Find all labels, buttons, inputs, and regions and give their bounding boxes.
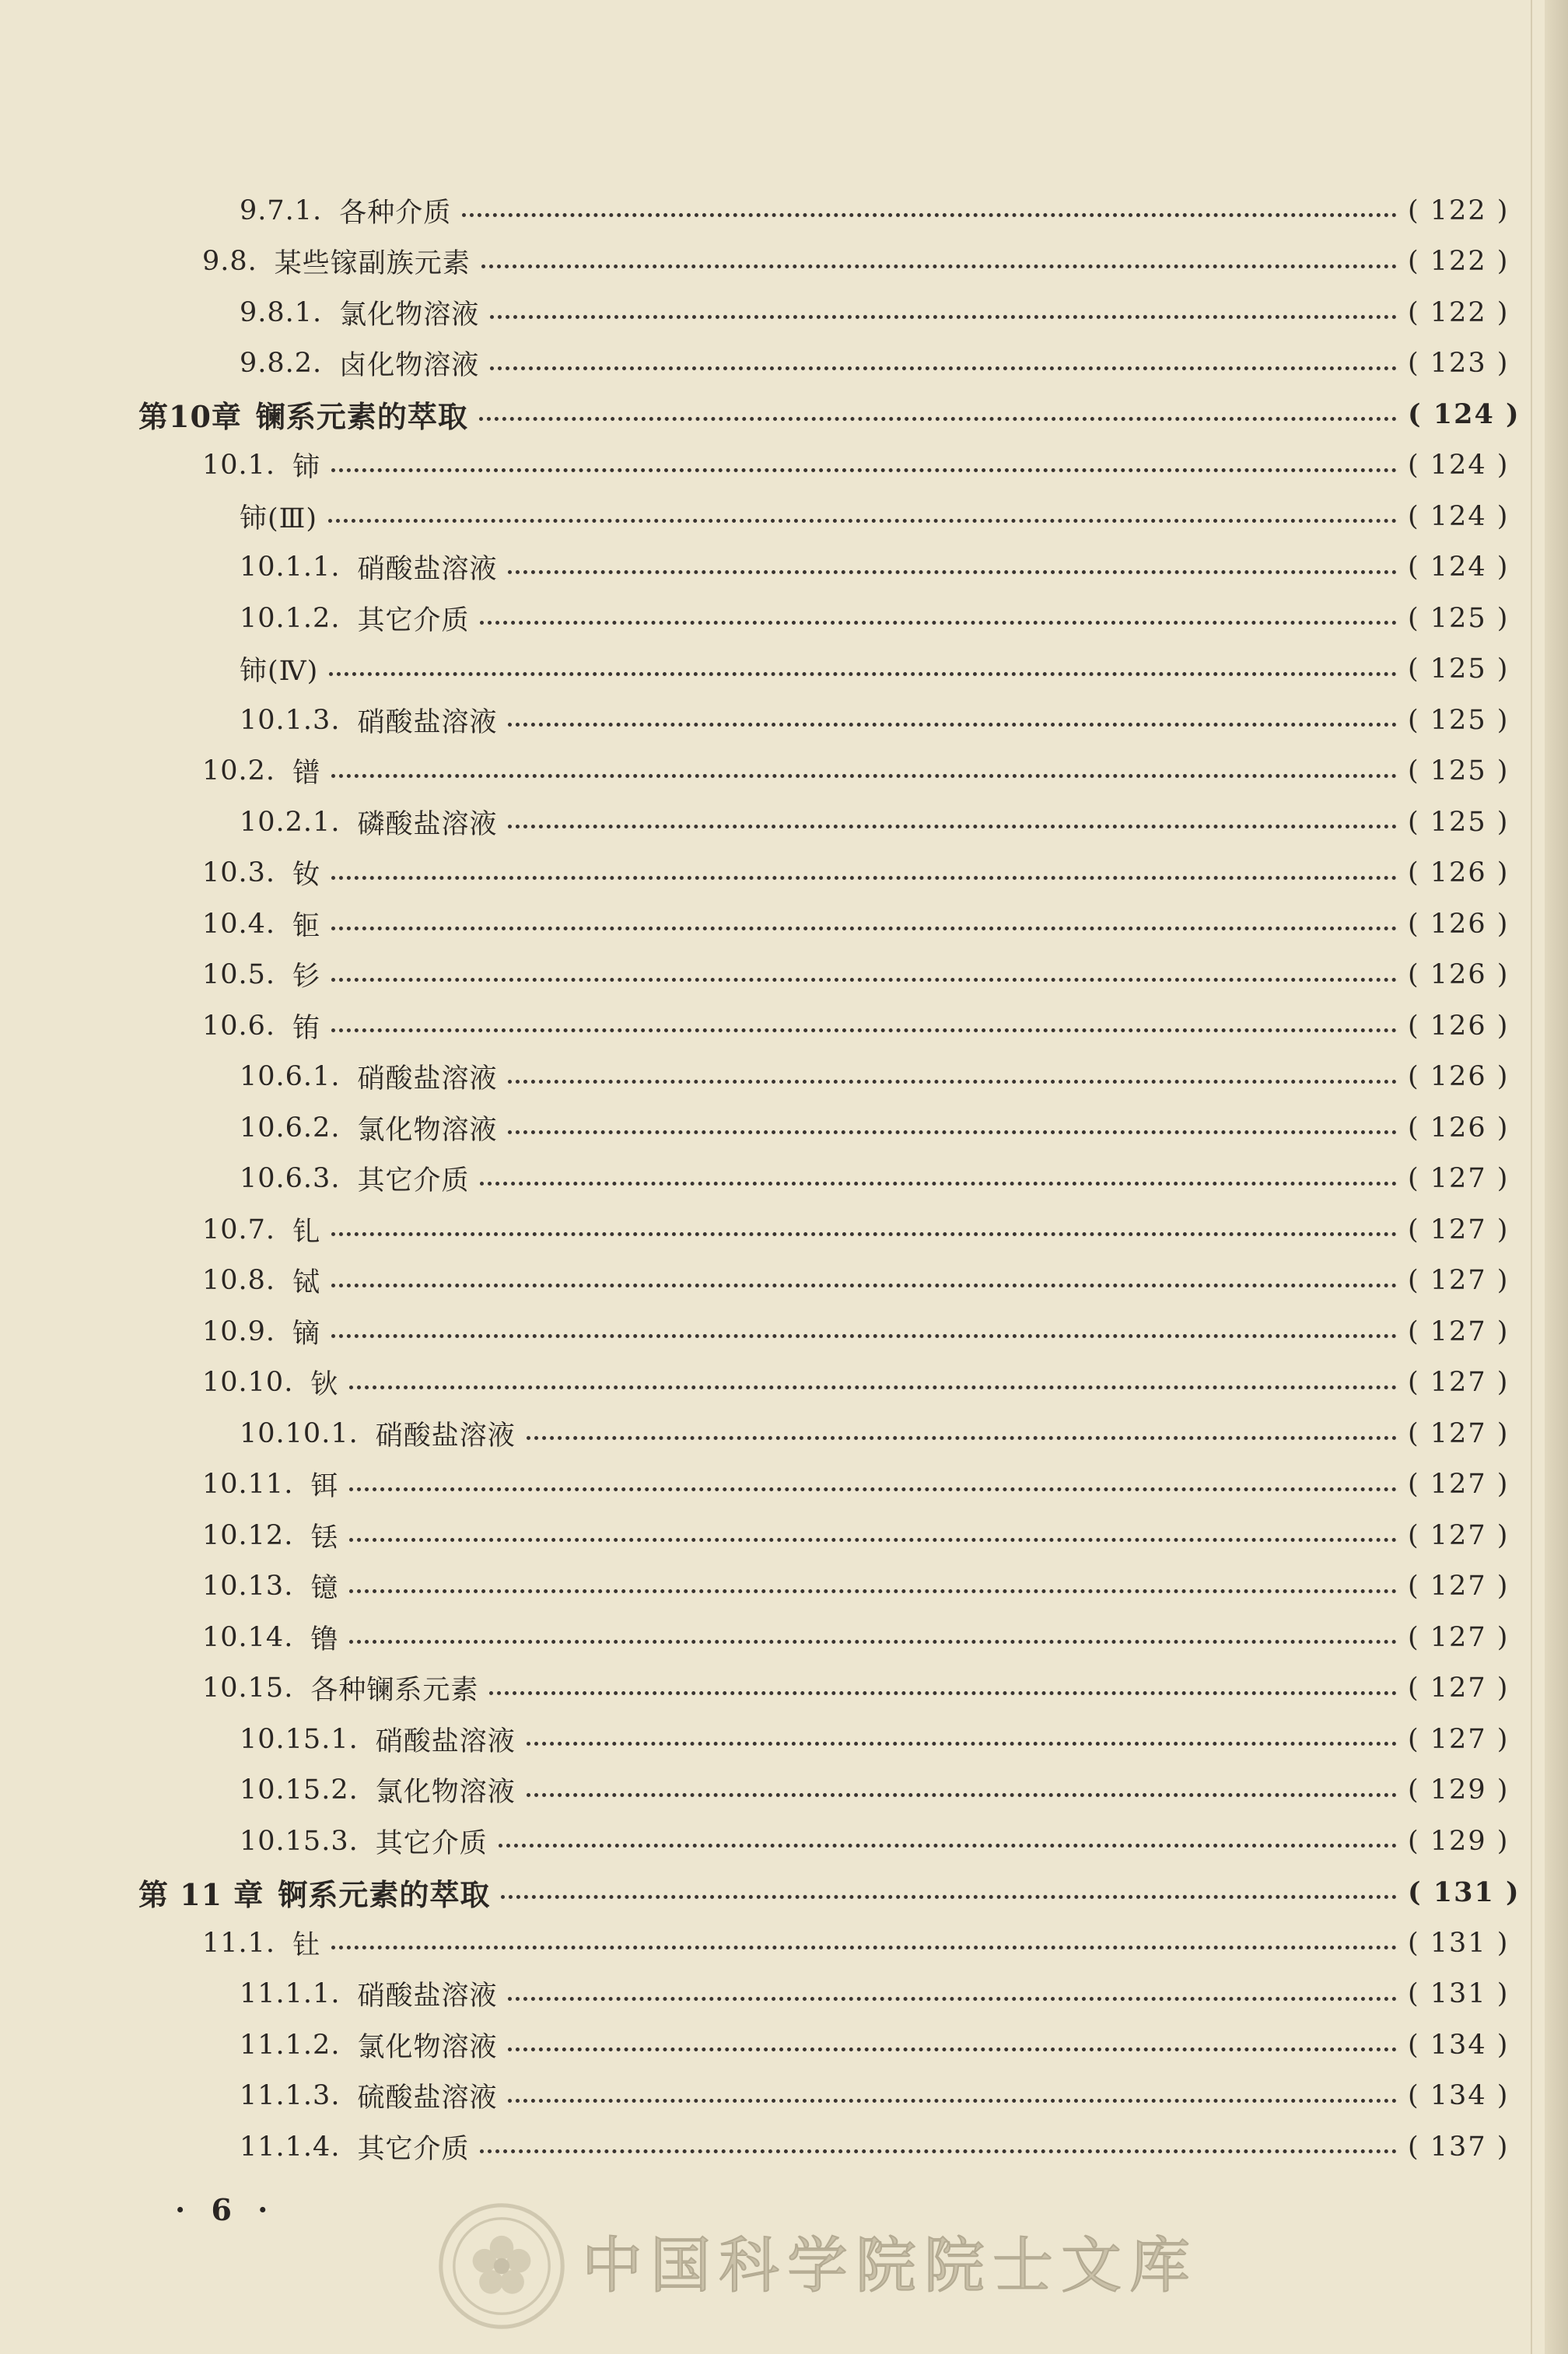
toc-entry bbox=[132, 2071, 1510, 2122]
dot-leader bbox=[527, 1793, 1397, 1797]
entry-number: 第 11 章 bbox=[138, 1876, 264, 1912]
entry-number: 10.15. bbox=[202, 1673, 294, 1704]
entry-number: 10.4. bbox=[202, 908, 276, 940]
entry-page-number: ( 122 ) bbox=[1408, 296, 1510, 328]
toc-entry bbox=[132, 491, 1510, 542]
entry-title: 各种介质 bbox=[339, 197, 452, 229]
dot-leader bbox=[331, 1334, 1397, 1338]
dot-leader bbox=[501, 1895, 1397, 1899]
dot-leader bbox=[527, 1436, 1397, 1440]
dot-leader bbox=[508, 825, 1397, 828]
watermark-library-name: 中国科学院院士文库 bbox=[582, 2231, 1199, 2301]
toc-entry bbox=[132, 1561, 1510, 1613]
dot-leader bbox=[349, 1487, 1397, 1491]
entry-page-number: ( 127 ) bbox=[1408, 1315, 1510, 1347]
toc-entry bbox=[132, 1612, 1510, 1663]
entry-number: 10.15.3. bbox=[240, 1825, 359, 1857]
dot-leader bbox=[489, 1691, 1397, 1695]
entry-page-number: ( 126 ) bbox=[1408, 959, 1510, 991]
dot-leader bbox=[349, 1538, 1397, 1542]
entry-number: 9.8.2. bbox=[240, 348, 323, 380]
dot-leader bbox=[490, 366, 1397, 370]
entry-page-number: ( 125 ) bbox=[1408, 806, 1510, 838]
dot-leader bbox=[527, 1742, 1397, 1746]
toc-entry bbox=[132, 1154, 1510, 1205]
entry-number: 10.13. bbox=[202, 1571, 294, 1603]
entry-page-number: ( 126 ) bbox=[1408, 1061, 1510, 1093]
entry-number: 11.1.3. bbox=[240, 2080, 341, 2112]
dot-leader bbox=[480, 2149, 1397, 2153]
entry-page-number: ( 137 ) bbox=[1408, 2131, 1510, 2163]
toc-entry bbox=[132, 1459, 1510, 1511]
entry-title: 铈(Ⅳ) bbox=[240, 656, 319, 688]
entry-page-number: ( 125 ) bbox=[1408, 602, 1510, 634]
dot-leader bbox=[331, 774, 1397, 778]
entry-title: 卤化物溶液 bbox=[339, 350, 480, 382]
entry-page-number: ( 127 ) bbox=[1408, 1163, 1510, 1195]
entry-title: 锕系元素的萃取 bbox=[278, 1876, 491, 1912]
entry-page-number: ( 127 ) bbox=[1408, 1571, 1510, 1603]
entry-number: 10.2.1. bbox=[240, 806, 341, 838]
chapter-entry bbox=[132, 1867, 1521, 1918]
entry-title: 钬 bbox=[310, 1369, 339, 1401]
dot-leader bbox=[331, 978, 1397, 982]
entry-page-number: ( 131 ) bbox=[1408, 1927, 1510, 1959]
entry-page-number: ( 127 ) bbox=[1408, 1621, 1510, 1653]
entry-number: 10.1.2. bbox=[240, 602, 341, 634]
entry-title: 镝 bbox=[292, 1318, 321, 1350]
dot-leader bbox=[508, 1997, 1397, 2001]
entry-number: 10.14. bbox=[202, 1621, 294, 1653]
entry-title: 硫酸盐溶液 bbox=[357, 2083, 498, 2114]
entry-page-number: ( 134 ) bbox=[1408, 2080, 1510, 2112]
entry-title: 钷 bbox=[292, 910, 321, 942]
dot-leader bbox=[329, 672, 1397, 676]
dot-leader bbox=[480, 621, 1397, 625]
entry-title: 钆 bbox=[292, 1216, 321, 1248]
entry-title: 氯化物溶液 bbox=[357, 2031, 498, 2063]
entry-title: 氯化物溶液 bbox=[357, 1114, 498, 1146]
entry-number: 10.1.1. bbox=[240, 552, 341, 583]
entry-page-number: ( 127 ) bbox=[1408, 1265, 1510, 1297]
toc-entry bbox=[132, 899, 1510, 950]
dot-leader bbox=[508, 2099, 1397, 2103]
entry-title: 其它介质 bbox=[357, 2133, 470, 2165]
entry-page-number: ( 124 ) bbox=[1408, 450, 1510, 482]
dot-leader bbox=[508, 1080, 1397, 1084]
entry-page-number: ( 127 ) bbox=[1408, 1417, 1510, 1449]
entry-page-number: ( 131 ) bbox=[1408, 1876, 1521, 1908]
toc-entry bbox=[132, 1918, 1510, 1969]
toc-entry bbox=[132, 1408, 1510, 1459]
entry-title: 铈(Ⅲ) bbox=[240, 503, 318, 534]
toc-entry bbox=[132, 950, 1510, 1001]
entry-page-number: ( 127 ) bbox=[1408, 1673, 1510, 1704]
entry-page-number: ( 125 ) bbox=[1408, 653, 1510, 685]
toc-entry bbox=[132, 236, 1510, 288]
entry-title: 硝酸盐溶液 bbox=[375, 1420, 516, 1452]
toc-entry bbox=[132, 1816, 1510, 1867]
dot-leader bbox=[508, 1130, 1397, 1134]
entry-number: 10.15.2. bbox=[240, 1774, 359, 1806]
toc-entry bbox=[132, 1357, 1510, 1409]
entry-page-number: ( 124 ) bbox=[1408, 552, 1510, 583]
dot-leader bbox=[331, 468, 1397, 472]
page-edge bbox=[1545, 0, 1568, 2354]
toc-entry bbox=[132, 644, 1510, 695]
entry-number: 10.6.2. bbox=[240, 1112, 341, 1144]
toc-entry bbox=[132, 1765, 1510, 1816]
entry-number: 10.6. bbox=[202, 1010, 276, 1042]
entry-title: 钕 bbox=[292, 860, 321, 892]
dot-leader bbox=[331, 1232, 1397, 1236]
entry-title: 镥 bbox=[310, 1624, 339, 1655]
entry-page-number: ( 127 ) bbox=[1408, 1469, 1510, 1501]
entry-title: 硝酸盐溶液 bbox=[357, 706, 498, 738]
toc-entry bbox=[132, 2121, 1510, 2173]
toc-entry bbox=[132, 1256, 1510, 1307]
dot-leader bbox=[331, 1946, 1397, 1949]
dot-leader bbox=[481, 264, 1397, 268]
entry-title: 硝酸盐溶液 bbox=[357, 1063, 498, 1095]
entry-title: 镧系元素的萃取 bbox=[255, 399, 468, 435]
toc-entry bbox=[132, 1102, 1510, 1154]
toc-entry bbox=[132, 1969, 1510, 2020]
entry-page-number: ( 123 ) bbox=[1408, 348, 1510, 380]
dot-leader bbox=[479, 417, 1397, 421]
entry-title: 其它介质 bbox=[375, 1827, 488, 1859]
page-fold bbox=[1531, 0, 1532, 2354]
entry-number: 9.7.1. bbox=[240, 194, 323, 226]
entry-number: 10.1. bbox=[202, 450, 276, 482]
dot-leader bbox=[331, 876, 1397, 880]
entry-number: 10.10.1. bbox=[240, 1417, 359, 1449]
entry-title: 铈 bbox=[292, 452, 321, 484]
entry-page-number: ( 122 ) bbox=[1408, 246, 1510, 278]
entry-number: 第10章 bbox=[138, 399, 242, 435]
entry-title: 钍 bbox=[292, 1929, 321, 1961]
table-of-contents bbox=[132, 185, 1521, 2173]
entry-title: 铒 bbox=[310, 1471, 339, 1503]
dot-leader bbox=[349, 1589, 1397, 1593]
dot-leader bbox=[349, 1385, 1397, 1389]
entry-number: 10.15.1. bbox=[240, 1723, 359, 1755]
entry-number: 10.6.1. bbox=[240, 1061, 341, 1093]
toc-entry bbox=[132, 593, 1510, 644]
entry-page-number: ( 126 ) bbox=[1408, 857, 1510, 889]
entry-title: 各种镧系元素 bbox=[310, 1675, 479, 1707]
entry-title: 硝酸盐溶液 bbox=[357, 1981, 498, 2012]
toc-entry bbox=[132, 542, 1510, 594]
dot-leader bbox=[462, 213, 1397, 217]
entry-page-number: ( 127 ) bbox=[1408, 1519, 1510, 1551]
entry-number: 11.1.1. bbox=[240, 1978, 341, 2010]
entry-number: 10.7. bbox=[202, 1214, 276, 1245]
entry-title: 磷酸盐溶液 bbox=[357, 808, 498, 840]
dot-leader bbox=[480, 1182, 1397, 1186]
entry-title: 镨 bbox=[292, 758, 321, 790]
toc-entry bbox=[132, 338, 1510, 390]
entry-page-number: ( 125 ) bbox=[1408, 755, 1510, 787]
entry-page-number: ( 127 ) bbox=[1408, 1367, 1510, 1399]
entry-page-number: ( 125 ) bbox=[1408, 704, 1510, 736]
entry-number: 10.5. bbox=[202, 959, 276, 991]
toc-entry bbox=[132, 287, 1510, 338]
entry-page-number: ( 127 ) bbox=[1408, 1214, 1510, 1245]
entry-number: 9.8.1. bbox=[240, 296, 323, 328]
toc-entry bbox=[132, 1000, 1510, 1052]
entry-title: 铕 bbox=[292, 1012, 321, 1044]
toc-entry bbox=[132, 695, 1510, 746]
entry-page-number: ( 126 ) bbox=[1408, 1112, 1510, 1144]
dot-leader bbox=[499, 1844, 1397, 1848]
entry-page-number: ( 122 ) bbox=[1408, 194, 1510, 226]
entry-title: 氯化物溶液 bbox=[375, 1777, 516, 1809]
dot-leader bbox=[349, 1640, 1397, 1644]
dot-leader bbox=[328, 519, 1397, 523]
entry-page-number: ( 134 ) bbox=[1408, 2029, 1510, 2061]
toc-entry bbox=[132, 797, 1510, 848]
entry-page-number: ( 124 ) bbox=[1408, 500, 1510, 532]
entry-title: 硝酸盐溶液 bbox=[357, 554, 498, 586]
dot-leader bbox=[331, 1284, 1397, 1287]
entry-number: 11.1.2. bbox=[240, 2029, 341, 2061]
entry-title: 硝酸盐溶液 bbox=[375, 1725, 516, 1757]
entry-number: 10.10. bbox=[202, 1367, 294, 1399]
entry-number: 10.8. bbox=[202, 1265, 276, 1297]
page-number: · 6 · bbox=[175, 2192, 276, 2227]
entry-number: 11.1.4. bbox=[240, 2131, 341, 2163]
entry-number: 10.2. bbox=[202, 755, 276, 787]
entry-title: 其它介质 bbox=[357, 604, 470, 636]
entry-number: 11.1. bbox=[202, 1927, 276, 1959]
dot-leader bbox=[490, 315, 1397, 319]
entry-page-number: ( 126 ) bbox=[1408, 908, 1510, 940]
toc-entry bbox=[132, 1204, 1510, 1256]
toc-entry bbox=[132, 2019, 1510, 2071]
entry-page-number: ( 131 ) bbox=[1408, 1978, 1510, 2010]
academy-seal-logo bbox=[436, 2200, 568, 2332]
entry-title: 铥 bbox=[310, 1522, 339, 1554]
entry-page-number: ( 126 ) bbox=[1408, 1010, 1510, 1042]
entry-page-number: ( 129 ) bbox=[1408, 1825, 1510, 1857]
entry-title: 其它介质 bbox=[357, 1165, 470, 1197]
entry-number: 10.9. bbox=[202, 1315, 276, 1347]
entry-number: 10.11. bbox=[202, 1469, 294, 1501]
entry-title: 某些镓副族元素 bbox=[274, 248, 471, 280]
toc-entry bbox=[132, 1306, 1510, 1357]
entry-title: 铽 bbox=[292, 1267, 321, 1299]
entry-number: 10.3. bbox=[202, 857, 276, 889]
entry-number: 10.12. bbox=[202, 1519, 294, 1551]
toc-entry bbox=[132, 185, 1510, 236]
toc-entry bbox=[132, 1052, 1510, 1103]
entry-number: 9.8. bbox=[202, 246, 257, 278]
entry-number: 10.6.3. bbox=[240, 1163, 341, 1195]
dot-leader bbox=[331, 1028, 1397, 1032]
dot-leader bbox=[508, 570, 1397, 574]
entry-page-number: ( 127 ) bbox=[1408, 1723, 1510, 1755]
toc-entry bbox=[132, 1510, 1510, 1561]
entry-title: 氯化物溶液 bbox=[339, 299, 480, 331]
chapter-entry bbox=[132, 389, 1521, 440]
toc-entry bbox=[132, 1663, 1510, 1715]
toc-entry bbox=[132, 746, 1510, 797]
entry-number: 10.1.3. bbox=[240, 704, 341, 736]
entry-title: 镱 bbox=[310, 1573, 339, 1605]
toc-entry bbox=[132, 440, 1510, 492]
dot-leader bbox=[508, 723, 1397, 727]
entry-title: 钐 bbox=[292, 962, 321, 993]
entry-page-number: ( 129 ) bbox=[1408, 1774, 1510, 1806]
toc-entry bbox=[132, 848, 1510, 899]
toc-entry bbox=[132, 1714, 1510, 1765]
entry-page-number: ( 124 ) bbox=[1408, 398, 1521, 431]
dot-leader bbox=[508, 2047, 1397, 2051]
dot-leader bbox=[331, 927, 1397, 930]
